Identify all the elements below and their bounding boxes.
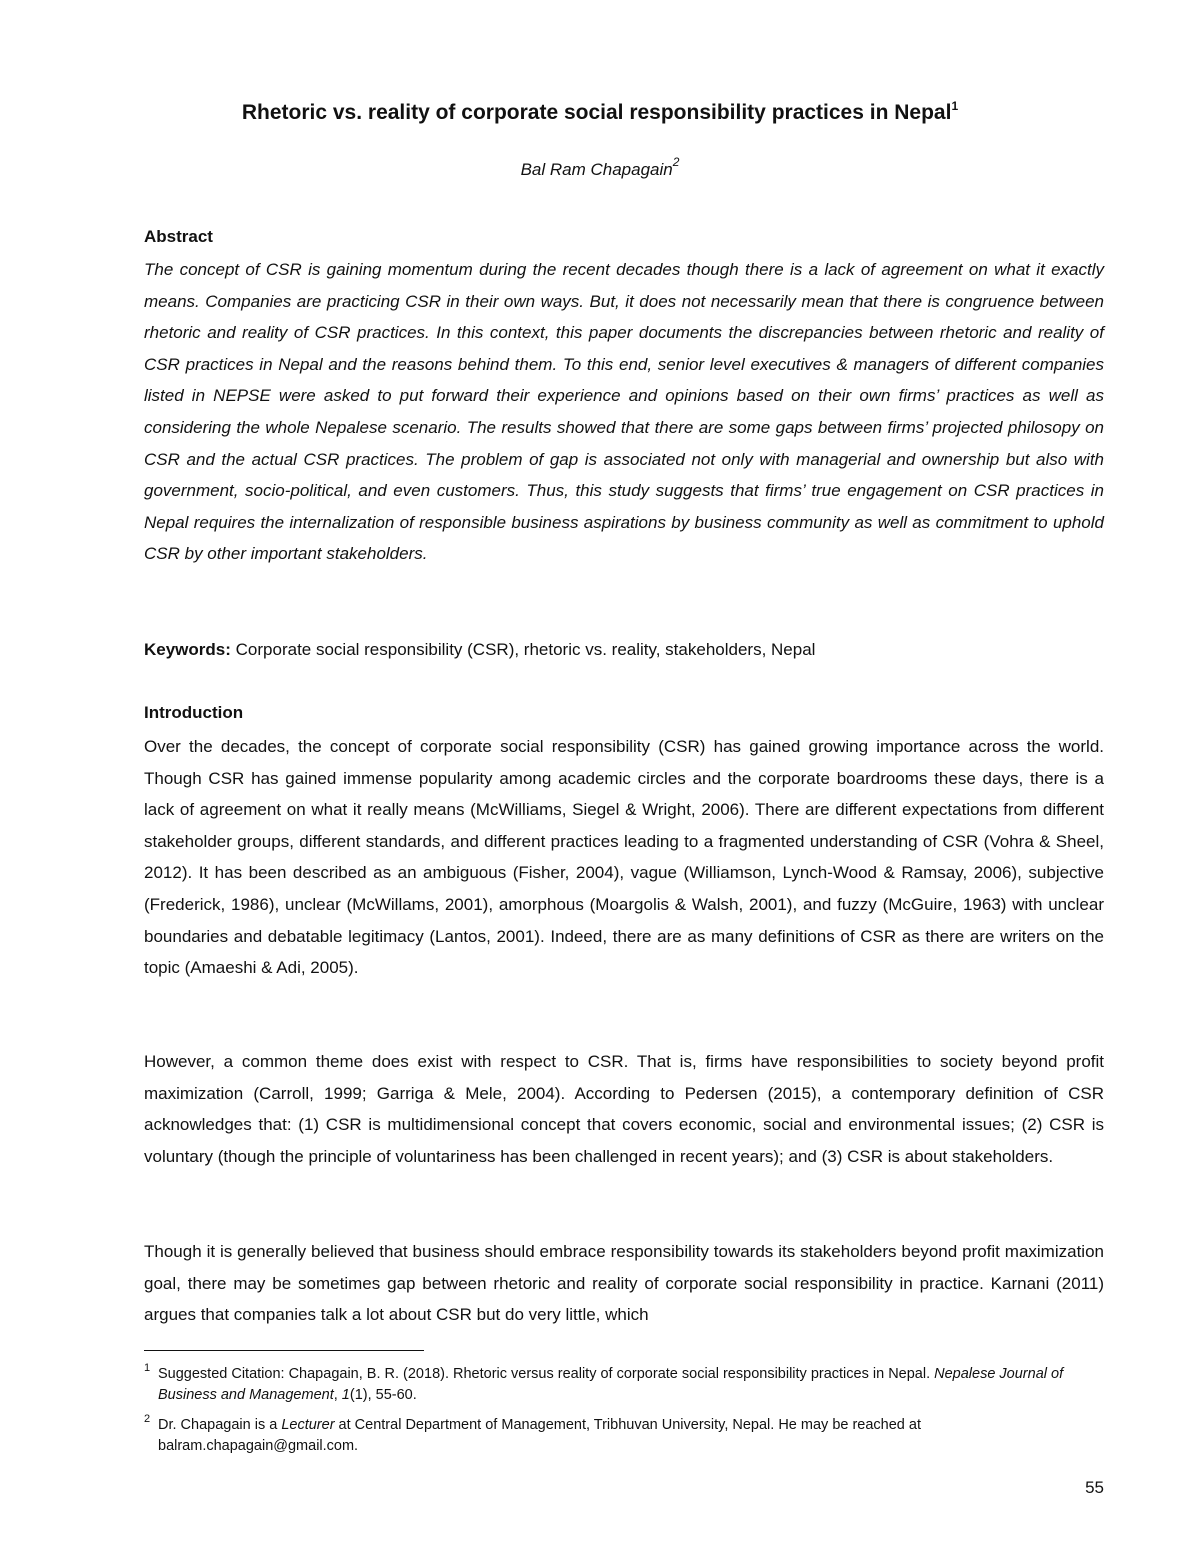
footnote-separator	[144, 1350, 424, 1351]
paper-title-text: Rhetoric vs. reality of corporate social responsibility practices in Nepal	[241, 101, 952, 124]
abstract-heading: Abstract	[144, 227, 213, 246]
footnote-2-role: Lecturer	[281, 1417, 335, 1433]
footnote-1-separator: ,	[333, 1387, 342, 1403]
page-number: 55	[1085, 1478, 1104, 1497]
introduction-paragraph-1: Over the decades, the concept of corporate social responsibility (CSR) has gained growing importance across the world. Though CSR has gained immense popularity among academic circles and the corporate boardrooms these days, there is a lack of agreement on what it really means (McWilliams, Siegel & Wright, 2006). There are different expectations from different stakeholder groups, different standards, and different practices leading to a fragmented understanding of CSR (Vohra & Sheel, 2012). It has been described as an ambiguous (Fisher, 2004), vague (Williamson, Lynch-Wood & Ramsay, 2006), subjective (Frederick, 1986), unclear (McWillams, 2001), amorphous (Moargolis & Walsh, 2001), and fuzzy (McGuire, 1963) with unclear boundaries and debatable legitimacy (Lantos, 2001). Indeed, there are as many definitions of CSR as there are writers on the topic (Amaeshi & Adi, 2005).	[144, 737, 1104, 978]
footnote-2	[144, 1415, 1104, 1457]
footnote-2-text	[158, 1415, 1104, 1457]
author-line	[0, 155, 1200, 185]
title-footnote-mark: 1	[951, 99, 959, 113]
author-name: Bal Ram Chapagain	[520, 160, 673, 179]
footnote-1-citation: Suggested Citation: Chapagain, B. R. (2018). Rhetoric versus reality of corporate social responsibility practices in Nepal.	[158, 1366, 935, 1382]
paper-title	[0, 96, 1200, 130]
footnote-2-affiliation: at Central Department of Management, Tribhuvan University, Nepal. He may be reached at balram.chapagain@gmail.com.	[158, 1417, 921, 1454]
footnote-1-issue-pages: (1), 55-60.	[349, 1387, 417, 1403]
footnote-1-volume: 1	[341, 1387, 350, 1403]
author-footnote-mark: 2	[672, 155, 680, 169]
footnote-1	[144, 1364, 1104, 1406]
introduction-paragraph-3: Though it is generally believed that business should embrace responsibility towards its stakeholders beyond profit maximization goal, there may be sometimes gap between rhetoric and reality of corporate social responsibility in practice. Karnani (2011) argues that companies talk a lot about CSR but do very little, which	[144, 1242, 1104, 1325]
footnote-1-text	[158, 1364, 1104, 1406]
footnote-2-intro: Dr. Chapagain is a	[158, 1417, 282, 1433]
footnote-1-journal: Nepalese Journal of Business and Management	[158, 1366, 1064, 1403]
keywords-line	[144, 636, 1104, 664]
introduction-heading: Introduction	[144, 703, 244, 722]
footnote-2-mark: 2	[144, 1413, 151, 1425]
abstract-text: The concept of CSR is gaining momentum during the recent decades though there is a lack of agreement on what it exactly means. Companies are practicing CSR in their own ways. But, it does not necessarily mean that there is congruence between rhetoric and reality of CSR practices. In this context, this paper documents the discrepancies between rhetoric and reality of CSR practices in Nepal and the reasons behind them. To this end, senior level executives & managers of different companies listed in NEPSE were asked to put forward their experience and opinions based on their own firms’ practices as well as considering the whole Nepalese scenario. The results showed that there are some gaps between firms’ projected philosopy on CSR and the actual CSR practices. The problem of gap is associated not only with managerial and ownership but also with government, socio-political, and even customers. Thus, this study suggests that firms’ true engagement on CSR practices in Nepal requires the internalization of responsible business aspirations by business community as well as commitment to uphold CSR by other important stakeholders.	[144, 260, 1104, 564]
keywords-label: Keywords:	[144, 640, 231, 659]
footnote-1-mark: 1	[144, 1362, 151, 1374]
keywords-text: Corporate social responsibility (CSR), rhetoric vs. reality, stakeholders, Nepal	[230, 640, 816, 659]
introduction-paragraph-2: However, a common theme does exist with respect to CSR. That is, firms have responsibilities to society beyond profit maximization (Carroll, 1999; Garriga & Mele, 2004). According to Pedersen (2015), a contemporary definition of CSR acknowledges that: (1) CSR is multidimensional concept that covers economic, social and environmental issues; (2) CSR is voluntary (though the principle of voluntariness has been challenged in recent years); and (3) CSR is about stakeholders.	[144, 1052, 1104, 1166]
